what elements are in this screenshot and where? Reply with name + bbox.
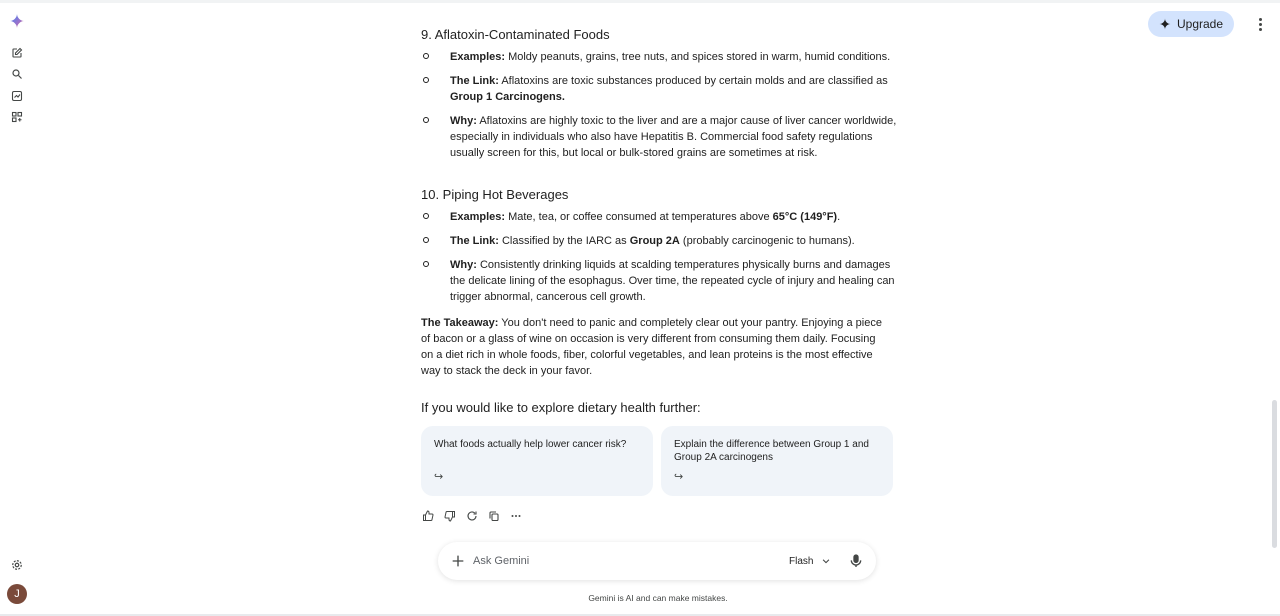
copy-icon[interactable] [487,508,501,524]
section-title: 10. Piping Hot Beverages [421,187,569,202]
takeaway-label: The Takeaway: [421,317,499,329]
bullet-text: Moldy peanuts, grains, tree nuts, and spices stored in warm, humid conditions. [505,51,891,63]
reply-arrow-icon: ↪ [434,471,444,483]
bullet-label: Examples: [450,211,506,223]
scrollbar-thumb[interactable] [1272,400,1277,548]
response-actions [421,508,523,524]
upgrade-label: Upgrade [1176,17,1224,31]
bullet-text: Consistently drinking liquids at scalding temperatures physically burns and damages the delicate lining of the esophagus. Over time, the repeated cycle of injury and healing can trigger abnormal, cancerous cell growth. [450,259,895,303]
bullet-bold: 65°C (149°F) [772,211,838,223]
bullet-text: Mate, tea, or coffee consumed at temperatures above [505,211,773,223]
suggestion-chip[interactable] [421,426,653,496]
section-title: 9. Aflatoxin-Contaminated Foods [421,27,610,42]
suggestion-text: Explain the difference between Group 1 and Group 2A carcinogens [674,439,869,463]
new-chat-icon[interactable] [8,44,26,62]
sidebar-rail [0,0,34,616]
more-options-icon[interactable] [1252,14,1268,34]
model-label: Flash [789,555,814,567]
bullet-label: The Link: [450,235,499,247]
prompt-input[interactable] [473,552,773,570]
chevron-down-icon [821,556,831,566]
bullet-label: Why: [450,259,477,271]
takeaway-paragraph [421,315,887,379]
bullet-text: Classified by the IARC as [498,235,630,247]
apps-icon[interactable] [8,108,26,126]
sparkle-icon [1159,18,1171,30]
bullet-bold: Group 2A [629,235,680,247]
disclaimer-text: Gemini is AI and can make mistakes. [588,593,728,603]
bullet-label: The Link: [450,75,499,87]
more-actions-icon[interactable] [509,508,523,524]
bullet-label: Why: [450,115,477,127]
bullet-icon [423,117,429,123]
gemini-logo-icon[interactable] [8,12,26,30]
suggestion-chip[interactable] [661,426,893,496]
bullet-text: . [837,211,841,223]
bullet-text: (probably carcinogenic to humans). [679,235,855,247]
bullet-text: Aflatoxins are highly toxic to the liver and are a major cause of liver cancer worldwide, especially in individuals who also have Hepatitis B. Commercial food safety regulations usually screen for this, but local or bulk-stored grains are sometimes at risk. [450,115,897,159]
gems-icon[interactable] [8,87,26,105]
microphone-icon[interactable] [848,553,864,569]
thumbs-down-icon[interactable] [443,508,457,524]
thumbs-up-icon[interactable] [421,508,435,524]
regenerate-icon[interactable] [465,508,479,524]
add-icon[interactable] [450,553,466,569]
prompt-bar [438,542,876,580]
suggestion-text: What foods actually help lower cancer risk? [434,439,627,450]
bullet-text: Aflatoxins are toxic substances produced by certain molds and are classified as [498,75,888,87]
search-icon[interactable] [8,65,26,83]
bullet-icon [423,53,429,59]
model-selector[interactable] [789,553,831,569]
top-border [0,0,1280,3]
avatar[interactable]: J [7,584,27,604]
explore-heading: If you would like to explore dietary health further: [421,400,701,415]
bullet-bold: Group 1 Carcinogens. [450,91,565,103]
reply-arrow-icon: ↪ [674,471,684,483]
bullet-icon [423,261,429,267]
bullet-icon [423,77,429,83]
takeaway-text: You don't need to panic and completely clear out your pantry. Enjoying a piece of bacon or a glass of wine on occasion is very different from consuming them daily. Focusing on a diet rich in whole foods, fiber, colorful vegetables, and lean proteins is the most effective way to stack the deck in your favor. [421,317,882,377]
upgrade-button[interactable] [1148,11,1234,37]
settings-icon[interactable] [8,556,26,574]
bullet-icon [423,213,429,219]
bullet-label: Examples: [450,51,506,63]
bullet-icon [423,237,429,243]
